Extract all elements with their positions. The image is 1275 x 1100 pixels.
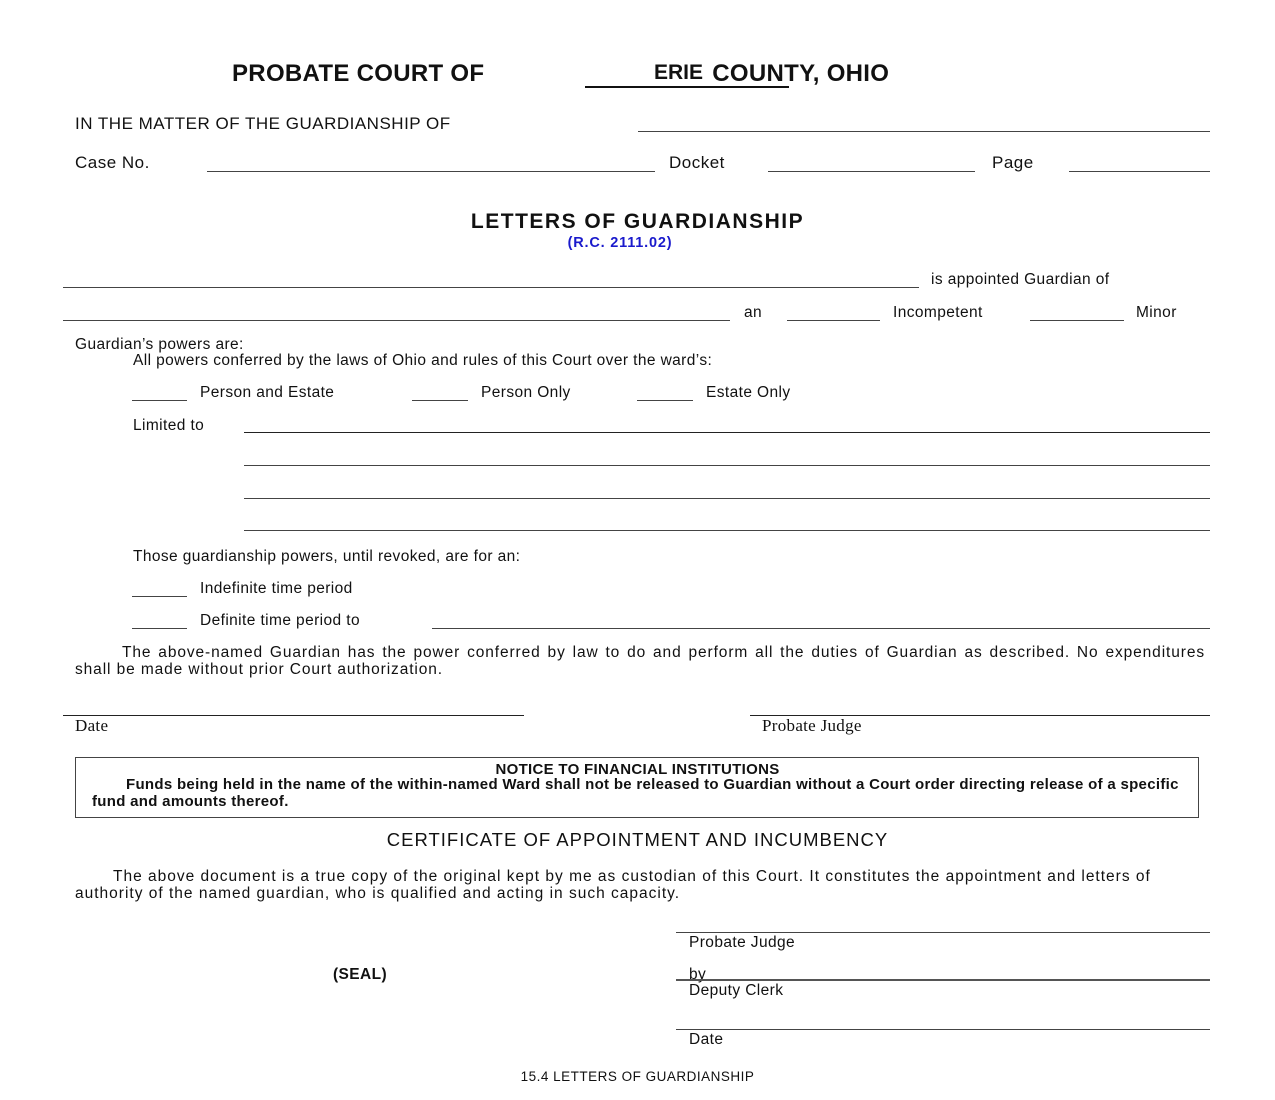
limited-to-label: Limited to: [133, 417, 205, 434]
notice-body: Funds being held in the name of the within-named Ward shall not be released to Guardian without a Court order directing release of a specific fund and amounts thereof.: [92, 776, 1179, 810]
guardian-name-field[interactable]: [63, 270, 919, 288]
document-title: LETTERS OF GUARDIANSHIP: [470, 210, 805, 233]
limited-to-line-2[interactable]: [244, 448, 1210, 466]
all-powers-text: All powers conferred by the laws of Ohio and rules of this Court over the ward’s:: [133, 352, 713, 369]
certificate-judge-field[interactable]: [676, 915, 1210, 933]
indefinite-label: Indefinite time period: [200, 580, 353, 597]
minor-check-field[interactable]: [1030, 303, 1124, 321]
limited-to-line-3[interactable]: [244, 481, 1210, 499]
court-title: [232, 60, 889, 88]
county-value[interactable]: ERIE: [654, 61, 704, 84]
person-and-estate-check[interactable]: [132, 383, 187, 401]
incompetent-label: Incompetent: [893, 304, 983, 321]
indefinite-check[interactable]: [132, 579, 187, 597]
person-and-estate-label: Person and Estate: [200, 384, 335, 401]
docket-field[interactable]: [768, 154, 975, 172]
deputy-clerk-signature-field[interactable]: [676, 963, 1210, 981]
docket-label: Docket: [669, 153, 725, 172]
case-no-field[interactable]: [207, 154, 655, 172]
limited-to-line-4[interactable]: [244, 513, 1210, 531]
certificate-title: CERTIFICATE OF APPOINTMENT AND INCUMBENCY: [386, 829, 889, 850]
page-label: Page: [992, 153, 1034, 172]
date-signature-field[interactable]: [63, 698, 524, 716]
ward-name-field[interactable]: [63, 303, 730, 321]
an-label: an: [744, 304, 763, 321]
person-only-label: Person Only: [481, 384, 571, 401]
definite-date-field[interactable]: [432, 611, 1210, 629]
court-suffix: COUNTY, OHIO: [712, 60, 890, 87]
estate-only-check[interactable]: [637, 383, 693, 401]
seal-label: (SEAL): [333, 966, 388, 983]
deputy-clerk-label: Deputy Clerk: [689, 982, 784, 999]
court-prefix: PROBATE COURT OF: [232, 60, 485, 87]
statute-citation: (R.C. 2111.02): [567, 235, 673, 251]
powers-heading: Guardian’s powers are:: [75, 336, 244, 353]
county-underline: [585, 86, 789, 88]
appointed-label: is appointed Guardian of: [931, 271, 1110, 288]
incompetent-check-field[interactable]: [787, 303, 880, 321]
minor-label: Minor: [1136, 304, 1177, 321]
certificate-date-label: Date: [689, 1031, 724, 1048]
certificate-judge-label: Probate Judge: [689, 934, 796, 951]
page-field[interactable]: [1069, 154, 1210, 172]
duration-intro: Those guardianship powers, until revoked, are for an:: [133, 548, 521, 565]
authority-paragraph: The above-named Guardian has the power conferred by law to do and perform all the duties of Guardian as described. No expenditures shall be made without prior Court authorization.: [75, 644, 1205, 678]
case-no-label: Case No.: [75, 153, 150, 172]
definite-check[interactable]: [132, 611, 187, 629]
notice-title: NOTICE TO FINANCIAL INSTITUTIONS: [495, 761, 780, 778]
limited-to-line-1[interactable]: [244, 415, 1210, 433]
matter-label: IN THE MATTER OF THE GUARDIANSHIP OF: [75, 114, 451, 133]
date-label: Date: [75, 716, 109, 735]
estate-only-label: Estate Only: [706, 384, 791, 401]
by-label: by: [689, 966, 707, 983]
certificate-body: The above document is a true copy of the original kept by me as custodian of this Court. It constitutes the appointment and letters of authority of the named guardian, who is qualified and acting in such capacity.: [75, 868, 1151, 902]
person-only-check[interactable]: [412, 383, 468, 401]
form-id-footer: 15.4 LETTERS OF GUARDIANSHIP: [520, 1069, 755, 1084]
definite-label: Definite time period to: [200, 612, 360, 629]
probate-judge-label: Probate Judge: [762, 716, 862, 735]
judge-signature-field[interactable]: [750, 698, 1210, 716]
ward-matter-field[interactable]: [638, 114, 1210, 132]
certificate-date-field[interactable]: [676, 1012, 1210, 1030]
